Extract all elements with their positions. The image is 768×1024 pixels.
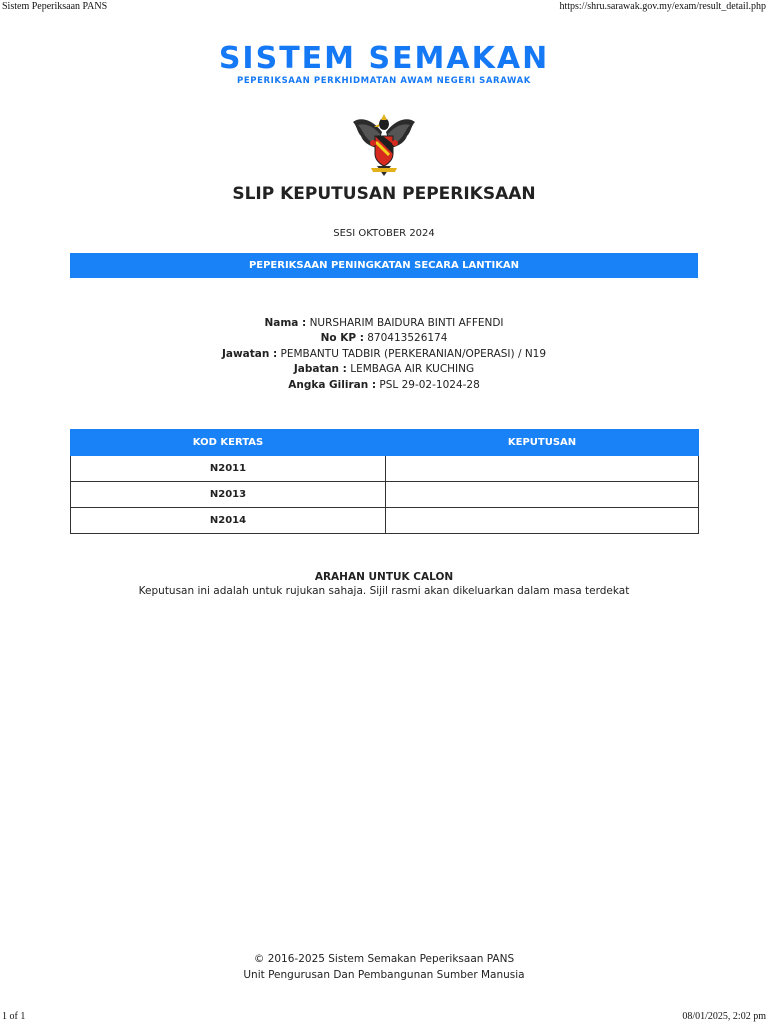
results-header-row <box>71 430 699 456</box>
candidate-index-row <box>0 378 768 393</box>
copyright-text: © 2016-2025 Sistem Semakan Peperiksaan PANS <box>253 953 515 965</box>
paper-code-cell: N2011 <box>71 456 386 482</box>
print-page-title: Sistem Peperiksaan PANS <box>2 1 108 12</box>
position-label: Jawatan : <box>221 347 278 360</box>
table-row <box>71 456 699 482</box>
paper-code-cell: N2013 <box>71 482 386 508</box>
candidate-name: NURSHARIM BAIDURA BINTI AFFENDI <box>309 317 504 329</box>
print-page-count: 1 of 1 <box>2 1011 26 1022</box>
name-label: Nama : <box>264 317 307 329</box>
print-header <box>0 0 768 14</box>
brand-title: SISTEM SEMAKAN <box>218 41 550 76</box>
print-footer <box>0 1010 768 1024</box>
sarawak-coat-of-arms-icon <box>349 110 419 178</box>
candidate-position: PEMBANTU TADBIR (PERKERANIAN/OPERASI) / N19 <box>280 347 547 360</box>
candidate-department-row <box>0 362 768 377</box>
instructions-text: Keputusan ini adalah untuk rujukan sahaja. Sijil rasmi akan dikeluarkan dalam masa terdekat <box>138 585 630 597</box>
result-cell <box>386 482 699 508</box>
paper-code-cell: N2014 <box>71 508 386 534</box>
results-table <box>70 429 699 534</box>
table-row <box>71 508 699 534</box>
page-footer <box>0 951 768 983</box>
brand-header <box>0 42 768 86</box>
unit-name: Unit Pengurusan Dan Pembangunan Sumber Manusia <box>243 969 525 981</box>
candidate-position-row <box>0 347 768 362</box>
candidate-instructions <box>0 571 768 597</box>
exam-name-banner: PEPERIKSAAN PENINGKATAN SECARA LANTIKAN <box>70 253 698 278</box>
department-label: Jabatan : <box>293 363 347 376</box>
print-datetime: 08/01/2025, 2:02 pm <box>682 1011 766 1022</box>
table-row <box>71 482 699 508</box>
candidate-name-row <box>0 316 768 331</box>
result-cell <box>386 456 699 482</box>
candidate-details <box>0 316 768 393</box>
print-url: https://shru.sarawak.gov.my/exam/result_detail.php <box>559 1 766 12</box>
candidate-ic: 870413526174 <box>367 332 448 345</box>
candidate-ic-row <box>0 331 768 346</box>
candidate-index: PSL 29-02-1024-28 <box>379 378 480 391</box>
candidate-department: LEMBAGA AIR KUCHING <box>350 363 475 376</box>
ic-label: No KP : <box>320 332 364 345</box>
column-header-result: KEPUTUSAN <box>386 430 699 456</box>
result-cell <box>386 508 699 534</box>
instructions-title: ARAHAN UNTUK CALON <box>314 571 454 583</box>
slip-title: SLIP KEPUTUSAN PEPERIKSAAN <box>232 184 536 204</box>
index-label: Angka Giliran : <box>288 378 377 391</box>
brand-subtitle: PEPERIKSAAN PERKHIDMATAN AWAM NEGERI SARAWAK <box>237 76 531 86</box>
exam-session: SESI OKTOBER 2024 <box>333 228 435 239</box>
column-header-paper-code: KOD KERTAS <box>71 430 386 456</box>
